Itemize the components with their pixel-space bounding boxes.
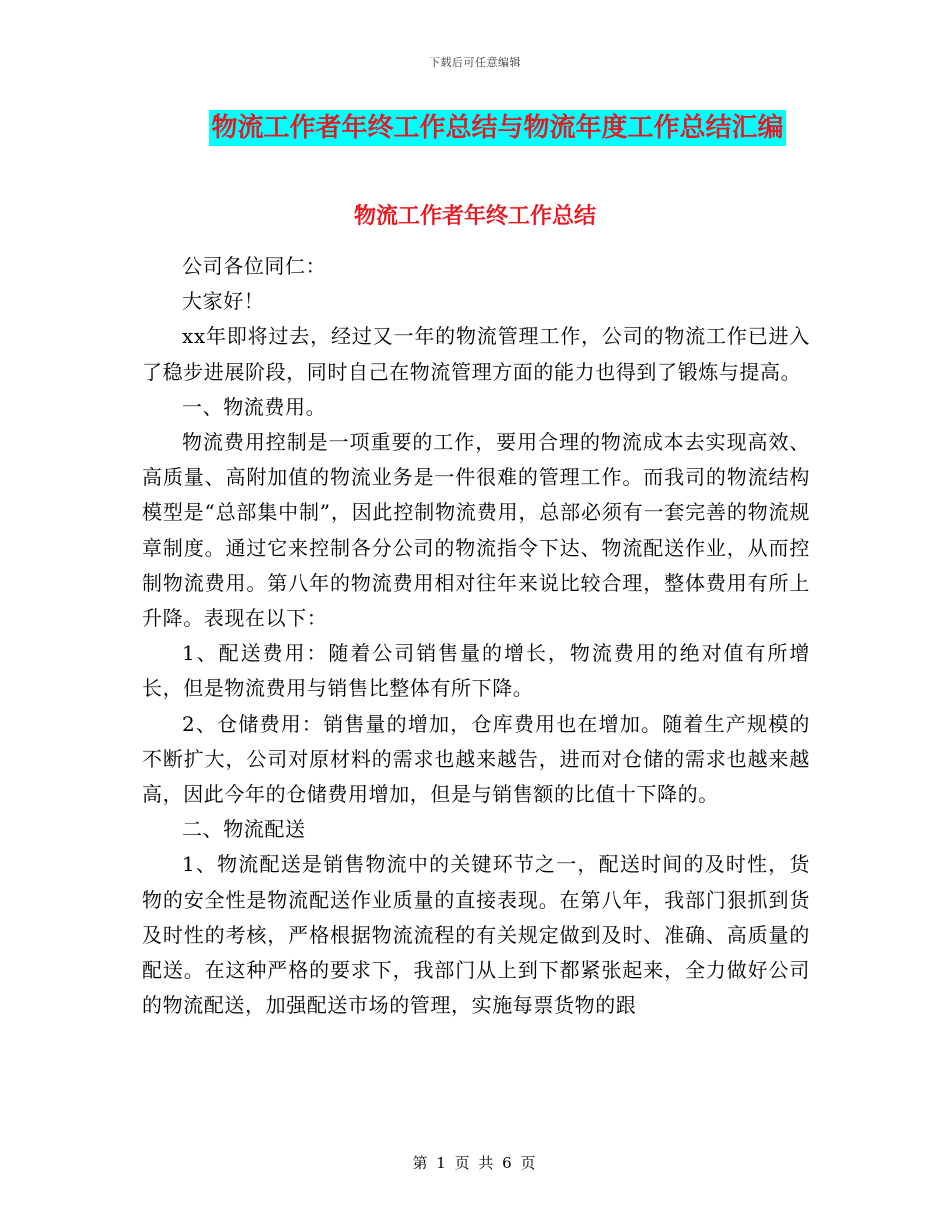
heading-logistics-delivery: 二、物流配送 xyxy=(182,817,306,842)
paragraph-delivery: 1、物流配送是销售物流中的关键环节之一，配送时间的及时性，货物的安全性是物流配送作业质量的直接表现。在第八年，我部门狠抓到货及时性的考核，严格根据物流流程的有关规定做到及时、准确、高质量的配送。在这种严格的要求下，我部门从上到下都紧张起来，全力做好公司的物流配送，加强配送市场的管理，实施每票货物的跟 xyxy=(142,852,810,1018)
paragraph-salutation: 大家好！ xyxy=(182,289,265,314)
page-footer: 第 1 页 共 6 页 xyxy=(412,1154,538,1172)
section-title: 物流工作者年终工作总结 xyxy=(353,204,596,229)
paragraph-delivery-costs: 1、配送费用：随着公司销售量的增长，物流费用的绝对值有所增长，但是物流费用与销售比整体有所下降。 xyxy=(142,641,810,701)
paragraph-cost-control: 物流费用控制是一项重要的工作，要用合理的物流成本去实现高效、高质量、高附加值的物流业务是一件很难的管理工作。而我司的物流结构模型是“总部集中制”，因此控制物流费用，总部必须有一套完善的物流规章制度。通过它来控制各分公司的物流指令下达、物流配送作业，从而控制物流费用。第八年的物流费用相对往年来说比较合理，整体费用有所上升降。表现在以下： xyxy=(142,430,810,631)
header-note: 下载后可任意编辑 xyxy=(429,56,521,69)
paragraph-storage-costs: 2、仓储费用：销售量的增加，仓库费用也在增加。随着生产规模的不断扩大，公司对原材料的需求也越来越告，进而对仓储的需求也越来越高，因此今年的仓储费用增加，但是与销售额的比值十下降的。 xyxy=(142,711,810,807)
paragraph-intro: xx年即将过去，经过又一年的物流管理工作，公司的物流工作已进入了稳步进展阶段，同时自己在物流管理方面的能力也得到了锻炼与提高。 xyxy=(142,324,810,384)
main-title: 物流工作者年终工作总结与物流年度工作总结汇编 xyxy=(209,110,785,146)
paragraph-greeting: 公司各位同仁： xyxy=(182,254,327,278)
main-title-container xyxy=(0,110,950,146)
heading-logistics-costs: 一、物流费用。 xyxy=(182,394,327,419)
document-body xyxy=(142,249,810,1023)
